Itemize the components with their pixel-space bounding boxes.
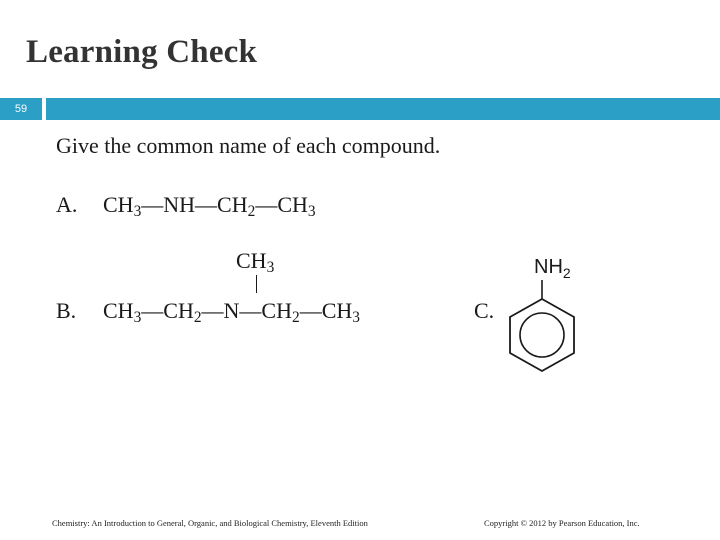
compound-b-formula: $CH_3—CH_2—N—CH_2—CH_3$ bbox=[103, 298, 360, 326]
compound-b-label: B. bbox=[56, 298, 77, 323]
compound-a-formula: $CH_3—NH—CH_2—CH_3$ bbox=[103, 192, 316, 220]
header-accent-bar bbox=[46, 98, 720, 120]
slide-number: 59 bbox=[14, 103, 28, 115]
compound-c-label: C. bbox=[474, 298, 495, 323]
footer-copyright: Copyright © 2012 by Pearson Education, Inc. bbox=[484, 518, 640, 528]
question-prompt: Give the common name of each compound. bbox=[56, 133, 441, 158]
benzene-ring-icon bbox=[500, 245, 590, 375]
ring-aromatic-circle bbox=[520, 313, 564, 357]
compound-a-label: A. bbox=[56, 192, 78, 217]
footer-book-title: Chemistry: An Introduction to General, Organic, and Biological Chemistry, Eleventh Edition bbox=[52, 518, 368, 528]
slide-title: Learning Check bbox=[26, 34, 258, 70]
compound-b-branch: $CH_3$ bbox=[236, 248, 275, 276]
compound-b-branch-bond bbox=[256, 275, 257, 293]
aniline-nh2-label: $NH_2$ bbox=[534, 256, 571, 281]
